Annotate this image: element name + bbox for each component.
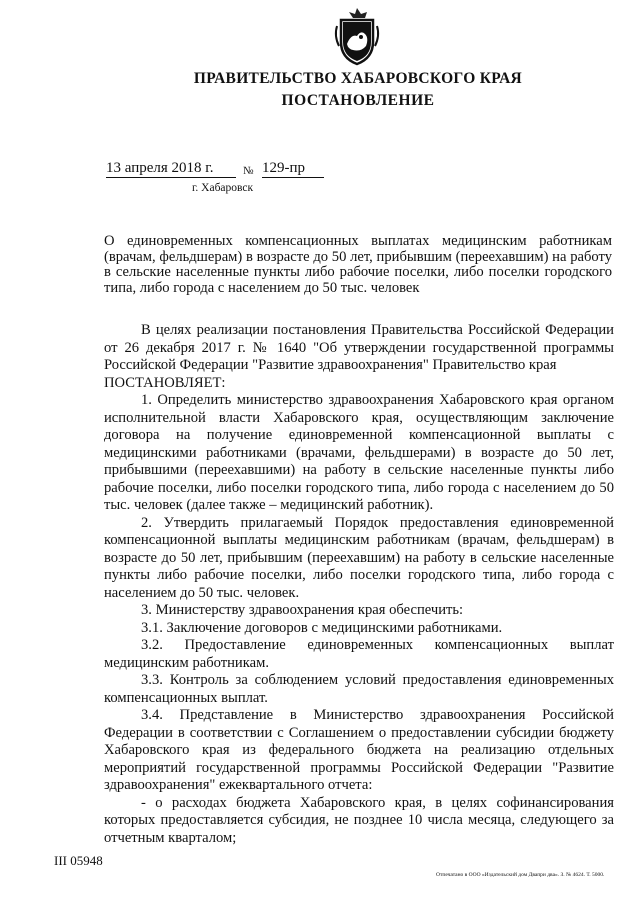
organization-title: ПРАВИТЕЛЬСТВО ХАБАРОВСКОГО КРАЯ [193,70,523,87]
paragraph-3-2: 3.2. Предоставление единовременных компенсационных выплат медицинским работникам. [104,637,614,671]
preamble: В целях реализации постановления Правительства Российской Федерации от 26 декабря 2017 г. № 1640 "Об утверждении государственной программы Российской Федерации "Развитие здравоохранения" Правительство края [104,322,614,373]
paragraph-3: 3. Министерству здравоохранения края обеспечить: [141,602,464,618]
paragraph-3-4: 3.4. Представление в Министерство здравоохранения Российской Федерации в соответствии с Соглашением о предоставлении субсидии бюджету Хабаровского края из федерального бюджета на реализацию отдельных мероприятий государственной программы Российской Федерации "Развитие здравоохранения" ежеквартального отчета: [104,707,614,793]
document-number: 129-пр [262,160,324,178]
document-type: ПОСТАНОВЛЕНИЕ [281,92,435,109]
document-city: г. Хабаровск [192,182,254,194]
paragraph-1: 1. Определить министерство здравоохранения Хабаровского края органом исполнительной власти Хабаровского края, осуществляющим заключение договора на получение единовременной компенсационной выплаты с медицинскими работниками (врачами, фельдшерами) в возрасте до 50 лет, прибывшими (переехавшими) на работу в сельские населенные пункты либо рабочие поселки, либо поселки городского типа, либо города с населением до 50 тыс. человек (далее также – медицинский работник). [104,392,614,513]
number-sign: № [243,165,254,177]
document-body [104,322,614,847]
paragraph-3-3: 3.3. Контроль за соблюдением условий предоставления единовременных компенсационных выплат. [104,672,614,706]
paragraph-2: 2. Утвердить прилагаемый Порядок предоставления единовременной компенсационной выплаты медицинским работникам (врачам, фельдшерам) в возрасте до 50 лет, прибывшим (переехавшим) на работу в сельские населенные пункты либо рабочие поселки, либо поселки городского типа, либо города с населением до 50 тыс. человек. [104,514,614,601]
paragraph-3-1: 3.1. Заключение договоров с медицинскими работниками. [141,619,503,636]
document-date: 13 апреля 2018 г. [106,160,236,178]
paragraph-3-4-a: - о расходах бюджета Хабаровского края, в целях софинансирования которых предоставляется субсидия, не позднее 10 числа месяца, следующего за отчетным кварталом; [104,794,614,846]
document-subject: О единовременных компенсационных выплатах медицинским работникам (врачам, фельдшерам) в возрасте до 50 лет, прибывшим (переехавшим) на работу в сельские населенные пункты либо рабочие поселки, либо поселки городского типа, либо города с населением до 50 тыс. человек [104,233,612,296]
coat-of-arms-icon [331,6,383,66]
document-code: III 05948 [54,853,103,868]
printer-imprint: Отпечатано в ООО «Издательский дом Двапри два». З. № 4624. Т. 5000. [436,872,605,878]
decree-word: ПОСТАНОВЛЯЕТ: [104,374,226,391]
